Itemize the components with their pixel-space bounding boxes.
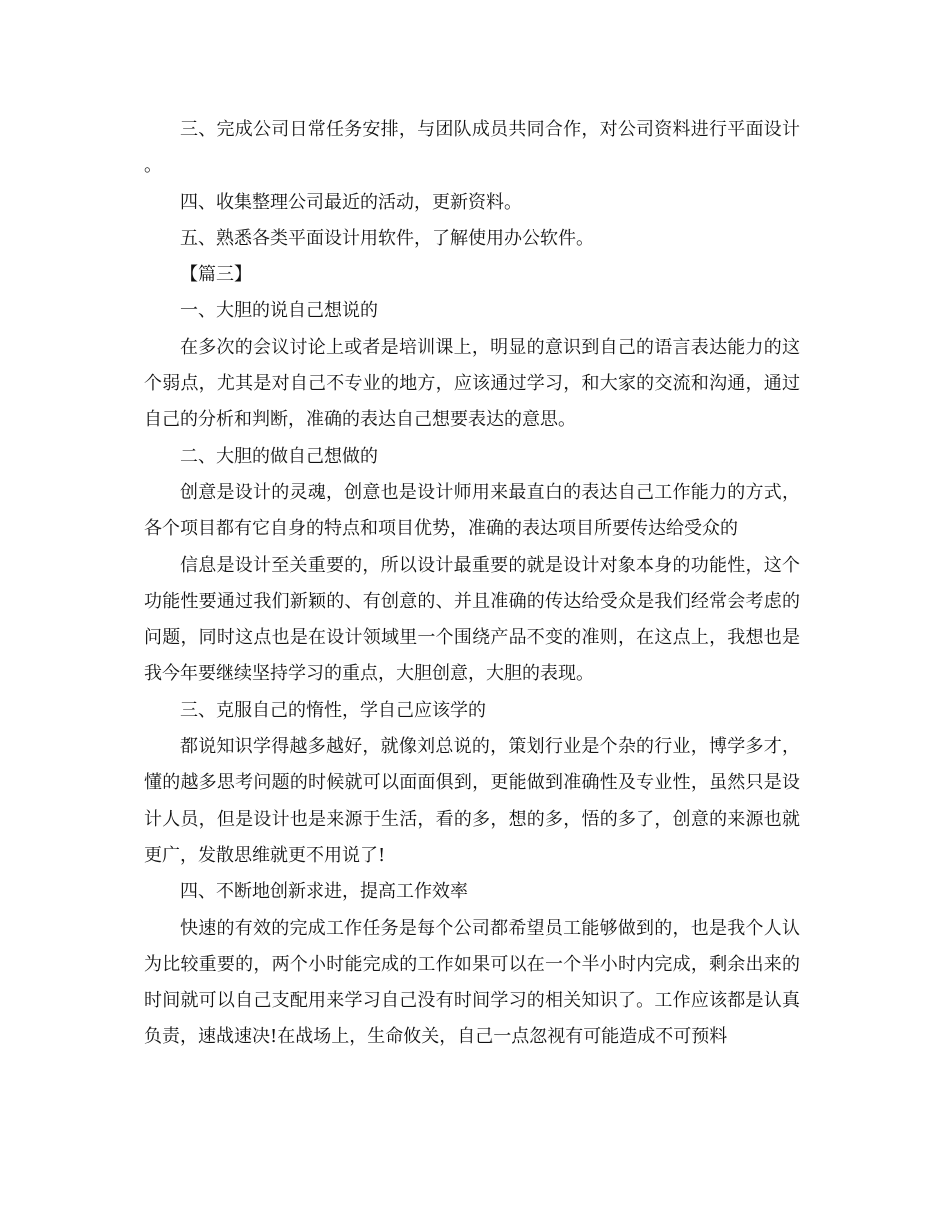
paragraph-information: 信息是设计至关重要的，所以设计最重要的就是设计对象本身的功能性，这个功能性要通过我们新颖的、有创意的、并且准确的传达给受众是我们经常会考虑的问题，同时这点也是在设计领域里一个围绕产品不变的准则，在这点上，我想也是我今年要继续坚持学习的重点，大胆创意，大胆的表现。: [144, 554, 800, 685]
paragraph-task-four: 四、收集整理公司最近的活动，更新资料。: [180, 191, 522, 213]
paragraph-task-three: 三、完成公司日常任务安排，与团队成员共同合作，对公司资料进行平面设计。: [144, 119, 800, 177]
section-title-part-three: 【篇三】: [180, 264, 252, 286]
heading-overcome-inertia: 三、克服自己的惰性，学自己应该学的: [180, 699, 486, 721]
paragraph-task-five: 五、熟悉各类平面设计用软件，了解使用办公软件。: [180, 227, 594, 249]
heading-speak-boldly: 一、大胆的说自己想说的: [180, 300, 378, 322]
paragraph-efficiency: 快速的有效的完成工作任务是每个公司都希望员工能够做到的，也是我个人认为比较重要的，两个小时能完成的工作如果可以在一个半小时内完成，剩余出来的时间就可以自己支配用来学习自己没有时间学习的相关知识了。工作应该都是认真负责，速战速决!在战场上，生命攸关，自己一点忽视有可能造成不可预料: [144, 917, 800, 1048]
document-body: [144, 112, 800, 1056]
heading-act-boldly: 二、大胆的做自己想做的: [180, 445, 378, 467]
paragraph-speak-boldly: 在多次的会议讨论上或者是培训课上，明显的意识到自己的语言表达能力的这个弱点，尤其是对自己不专业的地方，应该通过学习，和大家的交流和沟通，通过自己的分析和判断，准确的表达自己想要表达的意思。: [144, 336, 800, 431]
paragraph-creativity: 创意是设计的灵魂，创意也是设计师用来最直白的表达自己工作能力的方式，各个项目都有它自身的特点和项目优势，准确的表达项目所要传达给受众的: [144, 481, 800, 540]
paragraph-knowledge: 都说知识学得越多越好，就像刘总说的，策划行业是个杂的行业，博学多才，懂的越多思考问题的时候就可以面面俱到，更能做到准确性及专业性，虽然只是设计人员，但是设计也是来源于生活，看的多，想的多，悟的多了，创意的来源也就更广，发散思维就更不用说了!: [144, 736, 800, 866]
heading-innovate-efficiency: 四、不断地创新求进，提高工作效率: [180, 881, 468, 903]
